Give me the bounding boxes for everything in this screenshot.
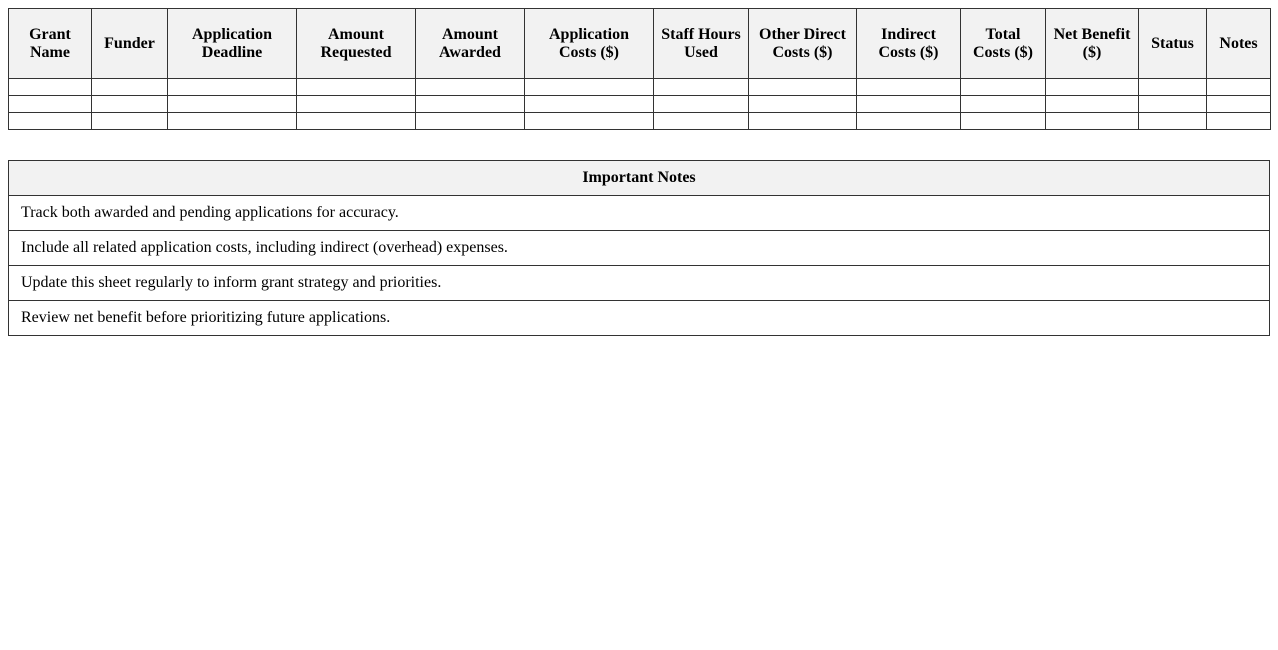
table-cell[interactable] xyxy=(297,113,416,130)
table-cell[interactable] xyxy=(1046,79,1139,96)
note-row xyxy=(9,266,1270,301)
column-header-other-direct-costs: Other Direct Costs ($) xyxy=(749,9,857,79)
note-row xyxy=(9,196,1270,231)
column-header-funder: Funder xyxy=(92,9,168,79)
table-cell[interactable] xyxy=(525,113,654,130)
column-header-amount-requested: Amount Requested xyxy=(297,9,416,79)
table-cell[interactable] xyxy=(749,113,857,130)
table-cell[interactable] xyxy=(857,96,961,113)
note-item: Track both awarded and pending applications for accuracy. xyxy=(9,196,1270,231)
table-cell[interactable] xyxy=(857,113,961,130)
column-header-status: Status xyxy=(1139,9,1207,79)
table-cell[interactable] xyxy=(168,113,297,130)
column-header-amount-awarded: Amount Awarded xyxy=(416,9,525,79)
grant-tracking-table xyxy=(8,8,1271,130)
column-header-grant-name: Grant Name xyxy=(9,9,92,79)
table-row xyxy=(9,113,1271,130)
table-cell[interactable] xyxy=(961,96,1046,113)
note-item: Review net benefit before prioritizing future applications. xyxy=(9,301,1270,336)
table-cell[interactable] xyxy=(9,79,92,96)
table-cell[interactable] xyxy=(1207,113,1271,130)
note-row xyxy=(9,301,1270,336)
table-cell[interactable] xyxy=(297,79,416,96)
table-cell[interactable] xyxy=(9,96,92,113)
table-cell[interactable] xyxy=(92,113,168,130)
table-cell[interactable] xyxy=(654,113,749,130)
table-cell[interactable] xyxy=(1139,79,1207,96)
note-item: Update this sheet regularly to inform grant strategy and priorities. xyxy=(9,266,1270,301)
column-header-application-costs: Application Costs ($) xyxy=(525,9,654,79)
table-cell[interactable] xyxy=(416,79,525,96)
table-cell[interactable] xyxy=(1207,79,1271,96)
table-cell[interactable] xyxy=(961,113,1046,130)
table-header-row xyxy=(9,9,1271,79)
table-cell[interactable] xyxy=(168,96,297,113)
table-cell[interactable] xyxy=(9,113,92,130)
table-cell[interactable] xyxy=(1046,113,1139,130)
table-cell[interactable] xyxy=(654,96,749,113)
table-cell[interactable] xyxy=(416,96,525,113)
notes-title: Important Notes xyxy=(9,161,1270,196)
table-cell[interactable] xyxy=(654,79,749,96)
table-row xyxy=(9,79,1271,96)
table-cell[interactable] xyxy=(1139,113,1207,130)
table-cell[interactable] xyxy=(749,96,857,113)
column-header-staff-hours-used: Staff Hours Used xyxy=(654,9,749,79)
table-cell[interactable] xyxy=(92,79,168,96)
table-cell[interactable] xyxy=(525,96,654,113)
table-cell[interactable] xyxy=(92,96,168,113)
notes-header-row xyxy=(9,161,1270,196)
page-content xyxy=(8,8,1270,336)
table-cell[interactable] xyxy=(1207,96,1271,113)
important-notes-table xyxy=(8,160,1270,336)
table-cell[interactable] xyxy=(416,113,525,130)
note-row xyxy=(9,231,1270,266)
column-header-application-deadline: Application Deadline xyxy=(168,9,297,79)
table-cell[interactable] xyxy=(168,79,297,96)
column-header-net-benefit: Net Benefit ($) xyxy=(1046,9,1139,79)
table-cell[interactable] xyxy=(525,79,654,96)
table-cell[interactable] xyxy=(297,96,416,113)
table-row xyxy=(9,96,1271,113)
column-header-notes: Notes xyxy=(1207,9,1271,79)
note-item: Include all related application costs, including indirect (overhead) expenses. xyxy=(9,231,1270,266)
column-header-indirect-costs: Indirect Costs ($) xyxy=(857,9,961,79)
table-cell[interactable] xyxy=(749,79,857,96)
table-cell[interactable] xyxy=(857,79,961,96)
table-cell[interactable] xyxy=(1046,96,1139,113)
table-cell[interactable] xyxy=(1139,96,1207,113)
table-cell[interactable] xyxy=(961,79,1046,96)
column-header-total-costs: Total Costs ($) xyxy=(961,9,1046,79)
